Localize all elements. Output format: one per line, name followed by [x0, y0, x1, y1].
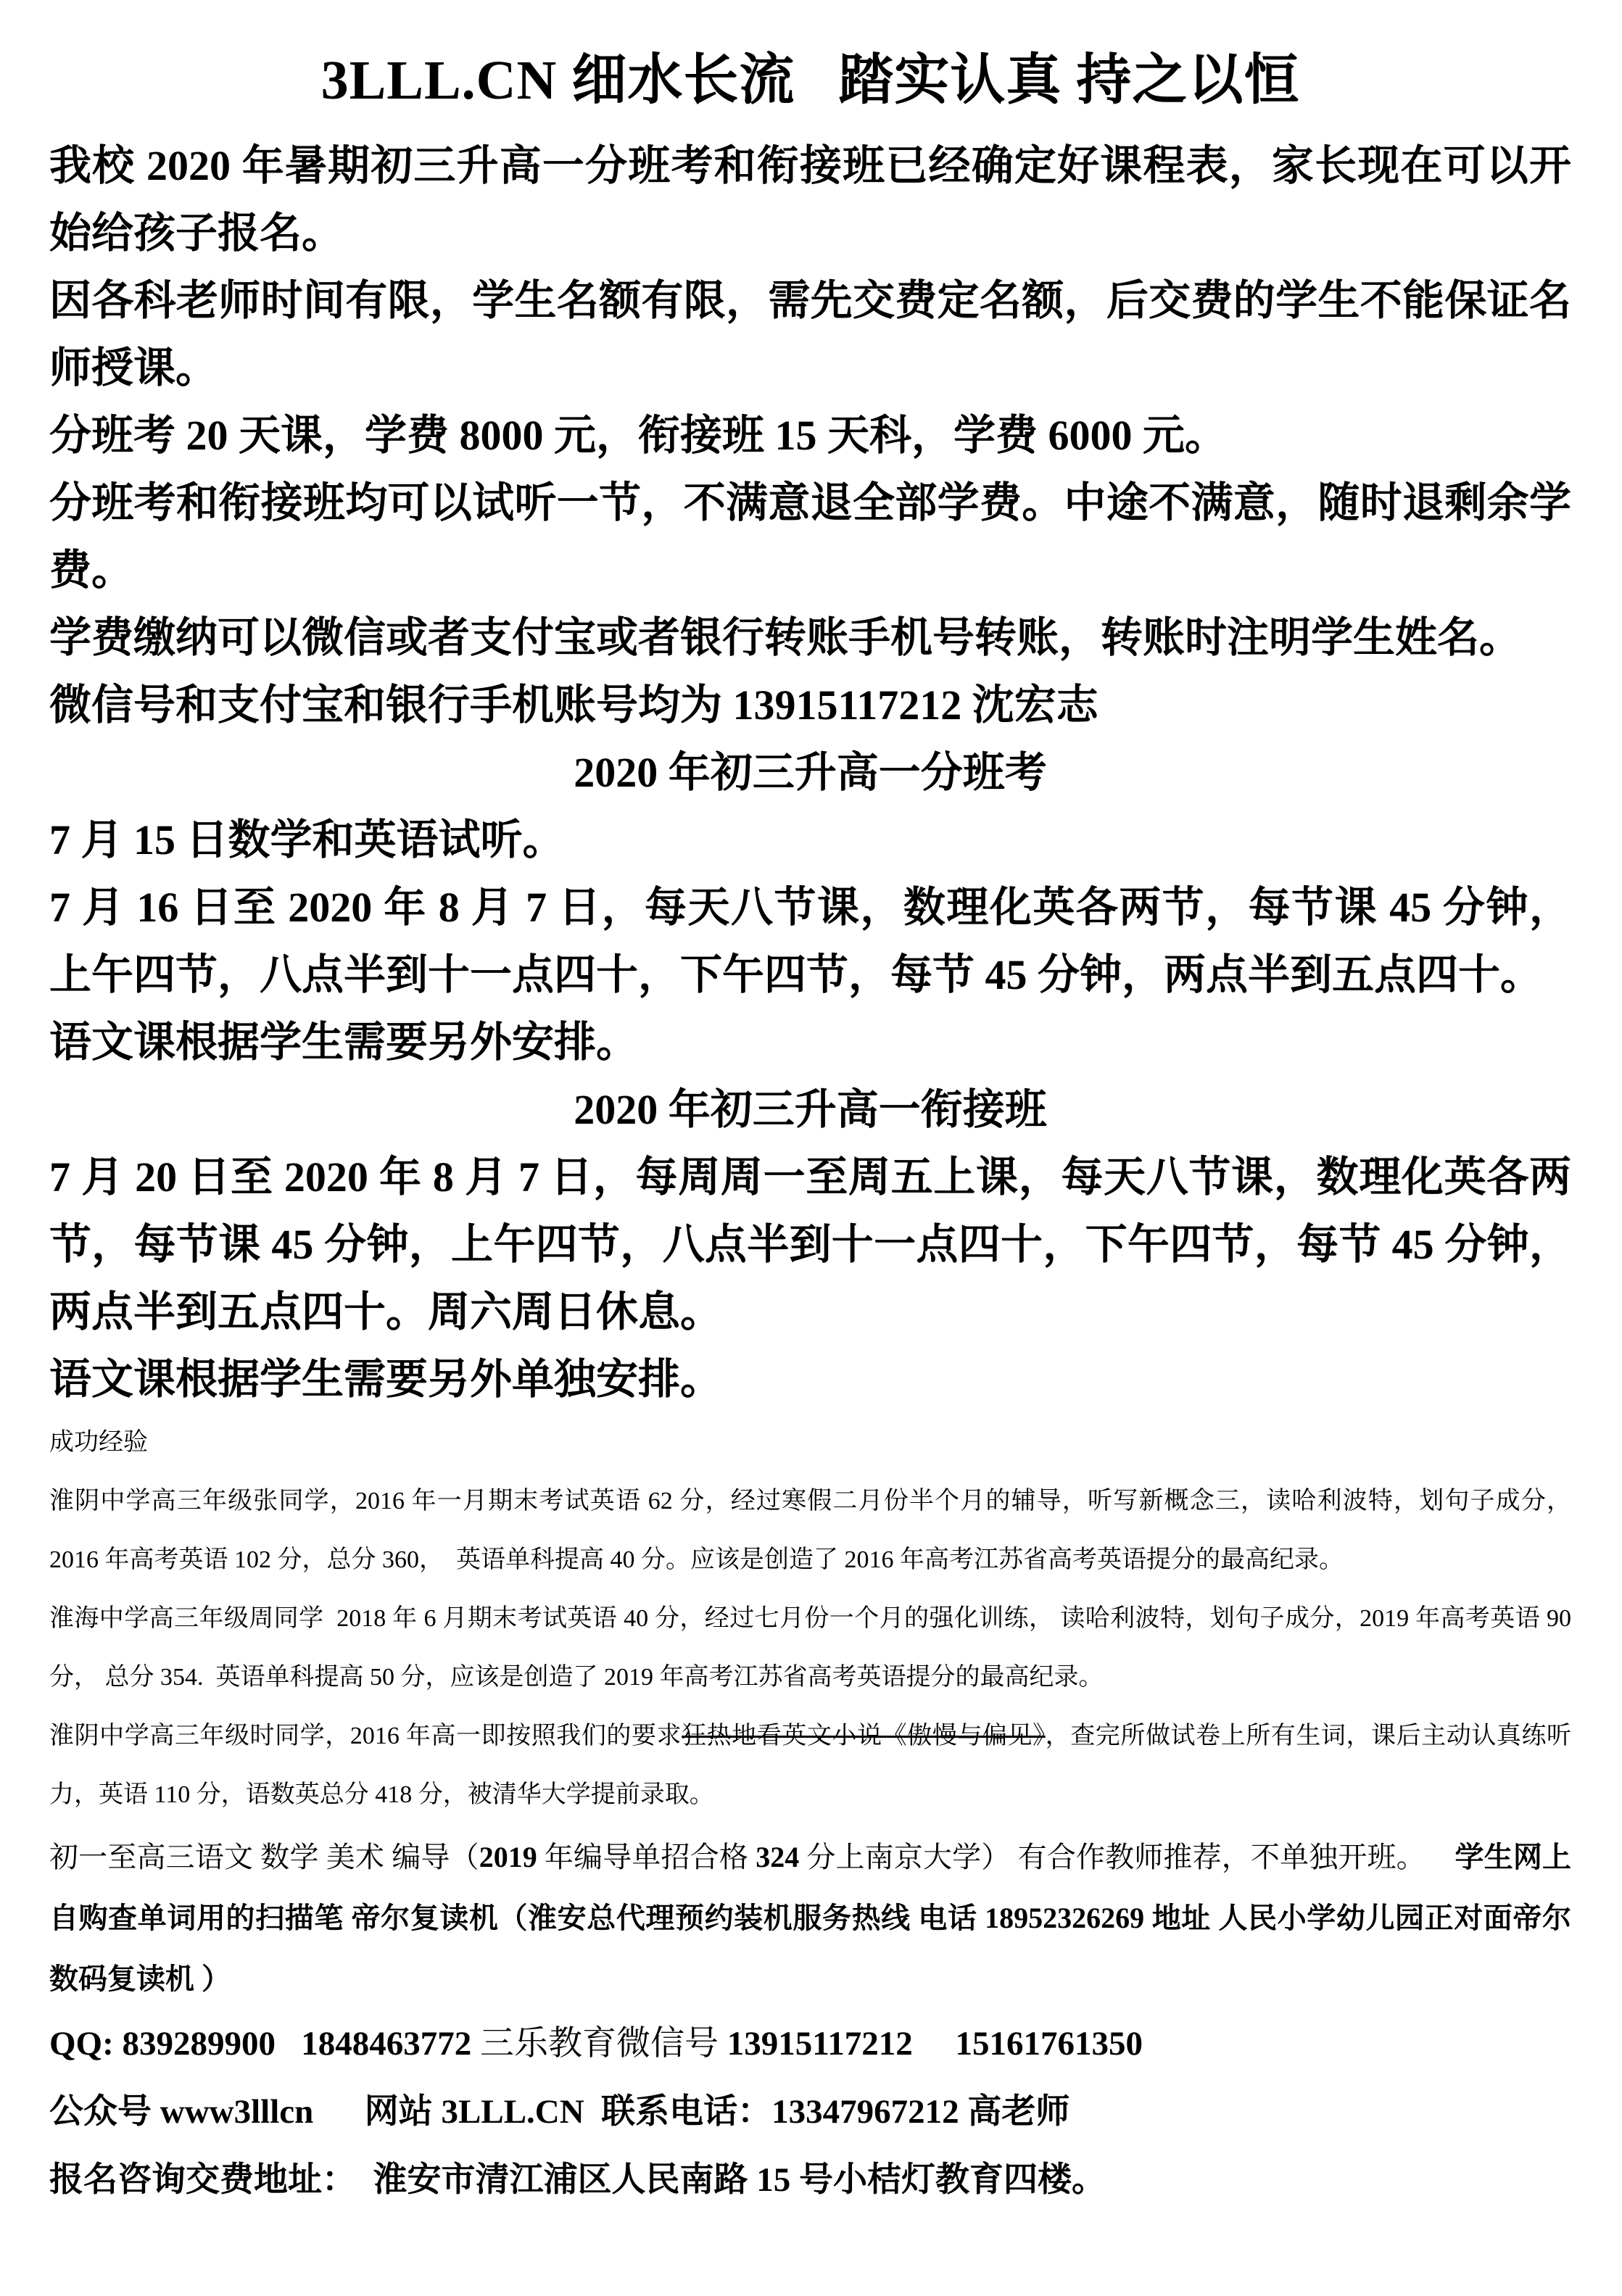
promo-run-2: 年编导单招合格 — [537, 1841, 756, 1874]
notice-section — [49, 132, 1571, 1413]
wechat-label: 三乐教育微信号 — [480, 2025, 727, 2063]
official-account-line: 公众号 www3lllcn 网站 3LLL.CN 联系电话：13347967212 高老师 — [49, 2093, 1070, 2131]
bridge-section-heading: 2020 年初三升高一衔接班 — [574, 1086, 1047, 1134]
promo-run-1: 初一至高三语文 数学 美术 编导（ — [49, 1841, 479, 1874]
document-title: 3LLL.CN 细水长流 踏实认真 持之以恒 — [320, 50, 1300, 111]
contact-section — [49, 2010, 1571, 2214]
registration-address-line: 报名咨询交费地址： 淮安市清江浦区人民南路 15 号小桔灯教育四楼。 — [49, 2161, 1106, 2200]
notice-paragraph-4: 分班考和衔接班均可以试听一节，不满意退全部学费。中途不满意，随时退剩余学费。 — [49, 479, 1571, 594]
exam-paragraph-3: 语文课根据学生需要另外安排。 — [49, 1019, 639, 1066]
notice-paragraph-6: 微信号和支付宝和银行手机账号均为 13915117212 沈宏志 — [49, 681, 1098, 729]
promo-run-3: 分上南京大学） 有合作教师推荐，不单独开班。 — [799, 1841, 1455, 1874]
notice-paragraph-1: 我校 2020 年暑期初三升高一分班考和衔接班已经确定好课程表，家长现在可以开始给孩子报名。 — [49, 142, 1571, 257]
exam-paragraph-2: 7 月 16 日至 2020 年 8 月 7 日，每天八节课，数理化英各两节，每节课 45 分钟，上午四节，八点半到十一点四十，下午四节，每节 45 分钟，两点半到五点四十。 — [49, 884, 1571, 999]
experience-paragraph-1: 淮阴中学高三年级张同学，2016 年一月期末考试英语 62 分，经过寒假二月份半个月的辅导，听写新概念三，读哈利波特，划句子成分，2016 年高考英语 102 分，总分 360， 英语单科提高 40 分。应该是创造了 2016 年高考江苏省高考英语提分的最高纪录。 — [49, 1488, 1571, 1574]
exam-paragraph-1: 7 月 15 日数学和英语试听。 — [49, 816, 565, 864]
notice-paragraph-2: 因各科老师时间有限，学生名额有限，需先交费定名额，后交费的学生不能保证名师授课。 — [49, 277, 1571, 392]
promo-year-bold: 2019 — [479, 1841, 537, 1874]
notice-paragraph-3: 分班考 20 天课，学费 8000 元，衔接班 15 天科，学费 6000 元。 — [49, 412, 1228, 460]
experience-heading: 成功经验 — [49, 1429, 148, 1456]
exam-section-heading: 2020 年初三升高一分班考 — [574, 749, 1047, 797]
experience-p3-tail: ，查完所做试卷上所有生词，课后主动认真练听力，英语 110 分，语数英总分 418 分，被清华大学提前录取。 — [49, 1723, 1572, 1809]
bridge-paragraph-1: 7 月 20 日至 2020 年 8 月 7 日，每周周一至周五上课，每天八节课，数理化英各两节，每节课 45 分钟，上午四节，八点半到十一点四十，下午四节，每节 45 分钟，两点半到五点四十。周六周日休息。 — [49, 1153, 1571, 1336]
experience-section — [49, 1413, 1578, 1824]
qq-line — [49, 2010, 1571, 2078]
experience-paragraph-2: 淮海中学高三年级周同学 2018 年 6 月期末考试英语 40 分，经过七月份一个月的强化训练， 读哈利波特，划句子成分，2019 年高考英语 90 分， 总分 354. 英语单科提高 50 分，应该是创造了 2019 年高考江苏省高考英语提分的最高纪录。 — [49, 1605, 1578, 1691]
qq-numbers-2: 13915117212 15161761350 — [727, 2025, 1143, 2063]
promo-bold-tail: 学生网上自购查单词用的扫描笔 帝尔复读机（淮安总代理预约装机服务热线 电话 18952326269 地址 人民小学幼儿园正对面帝尔数码复读机 ） — [49, 1841, 1572, 1996]
strikethrough-text: 狂热地看英文小说《傲慢与偏见》 — [682, 1723, 1046, 1750]
experience-p3-lead: 淮阴中学高三年级时同学，2016 年高一即按照我们的要求 — [49, 1723, 682, 1750]
notice-paragraph-5: 学费缴纳可以微信或者支付宝或者银行转账手机号转账，转账时注明学生姓名。 — [49, 614, 1522, 662]
experience-paragraph-3 — [49, 1707, 1571, 1824]
qq-numbers-1: QQ: 839289900 1848463772 — [49, 2025, 481, 2063]
courses-promo-paragraph — [49, 1827, 1571, 2010]
promo-score-bold: 324 — [756, 1841, 800, 1874]
bridge-paragraph-2: 语文课根据学生需要另外单独安排。 — [49, 1356, 723, 1404]
